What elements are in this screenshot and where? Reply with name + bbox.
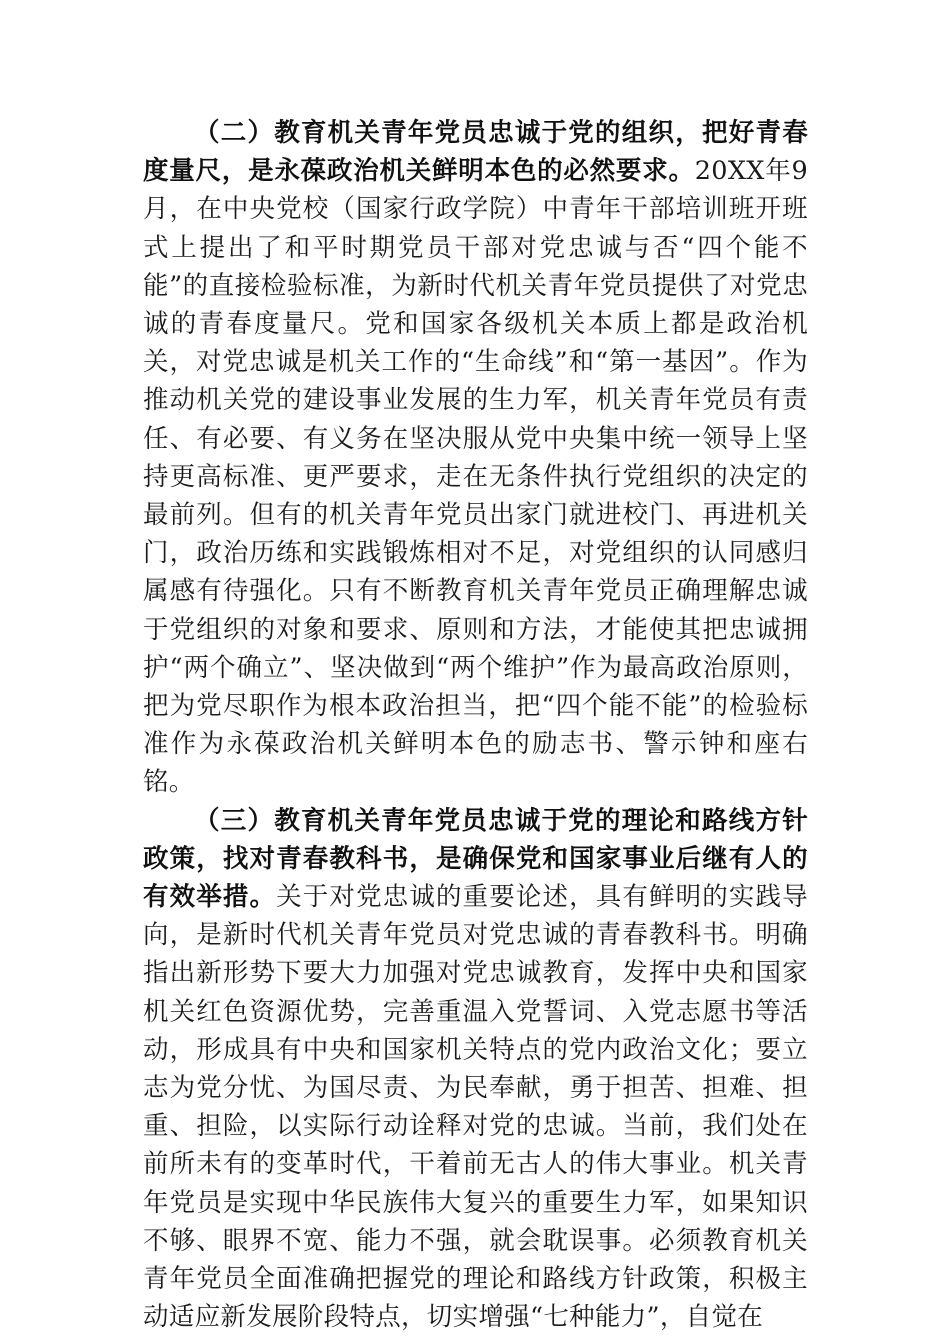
- paragraph-lead-sentence: （三）教育机关青年党员忠诚于党的理论和路线方针政策，找对青春教科书，是确保党和国家事业后继有人的有效举措。: [143, 805, 808, 913]
- document-body: [143, 114, 808, 1337]
- paragraph-lead-sentence: （二）教育机关青年党员忠诚于党的组织，把好青春度量尺，是永葆政治机关鲜明本色的必然要求。: [143, 118, 808, 187]
- paragraph-section-two: [143, 114, 808, 802]
- paragraph-section-three: [143, 802, 808, 1337]
- paragraph-body-text: 关于对党忠诚的重要论述，具有鲜明的实践导向，是新时代机关青年党员对党忠诚的青春教科书。明确指出新形势下要大力加强对党忠诚教育，发挥中央和国家机关红色资源优势，完善重温入党誓词、入党志愿书等活动，形成具有中央和国家机关特点的党内政治文化；要立志为党分忧、为国尽责、为民奉献，勇于担苦、担难、担重、担险，以实际行动诠释对党的忠诚。当前，我们处在前所未有的变革时代，干着前无古人的伟大事业。机关青年党员是实现中华民族伟大复兴的重要生力军，如果知识不够、眼界不宽、能力不强，就会耽误事。必须教育机关青年党员全面准确把握党的理论和路线方针政策，积极主动适应新发展阶段特点，切实增强“七种能力”，自觉在: [143, 882, 808, 1333]
- paragraph-body-text: 20XX年9月，在中央党校（国家行政学院）中青年干部培训班开班式上提出了和平时期党员干部对党忠诚与否“四个能不能”的直接检验标准，为新时代机关青年党员提供了对党忠诚的青春度量尺。党和国家各级机关本质上都是政治机关，对党忠诚是机关工作的“生命线”和“第一基因”。作为推动机关党的建设事业发展的生力军，机关青年党员有责任、有必要、有义务在坚决服从党中央集中统一领导上坚持更高标准、更严要求，走在无条件执行党组织的决定的最前列。但有的机关青年党员出家门就进校门、再进机关门，政治历练和实践锻炼相对不足，对党组织的认同感归属感有待强化。只有不断教育机关青年党员正确理解忠诚于党组织的对象和要求、原则和方法，才能使其把忠诚拥护“两个确立”、坚决做到“两个维护”作为最高政治原则，把为党尽职作为根本政治担当，把“四个能不能”的检验标准作为永葆政治机关鲜明本色的励志书、警示钟和座右铭。: [143, 156, 808, 798]
